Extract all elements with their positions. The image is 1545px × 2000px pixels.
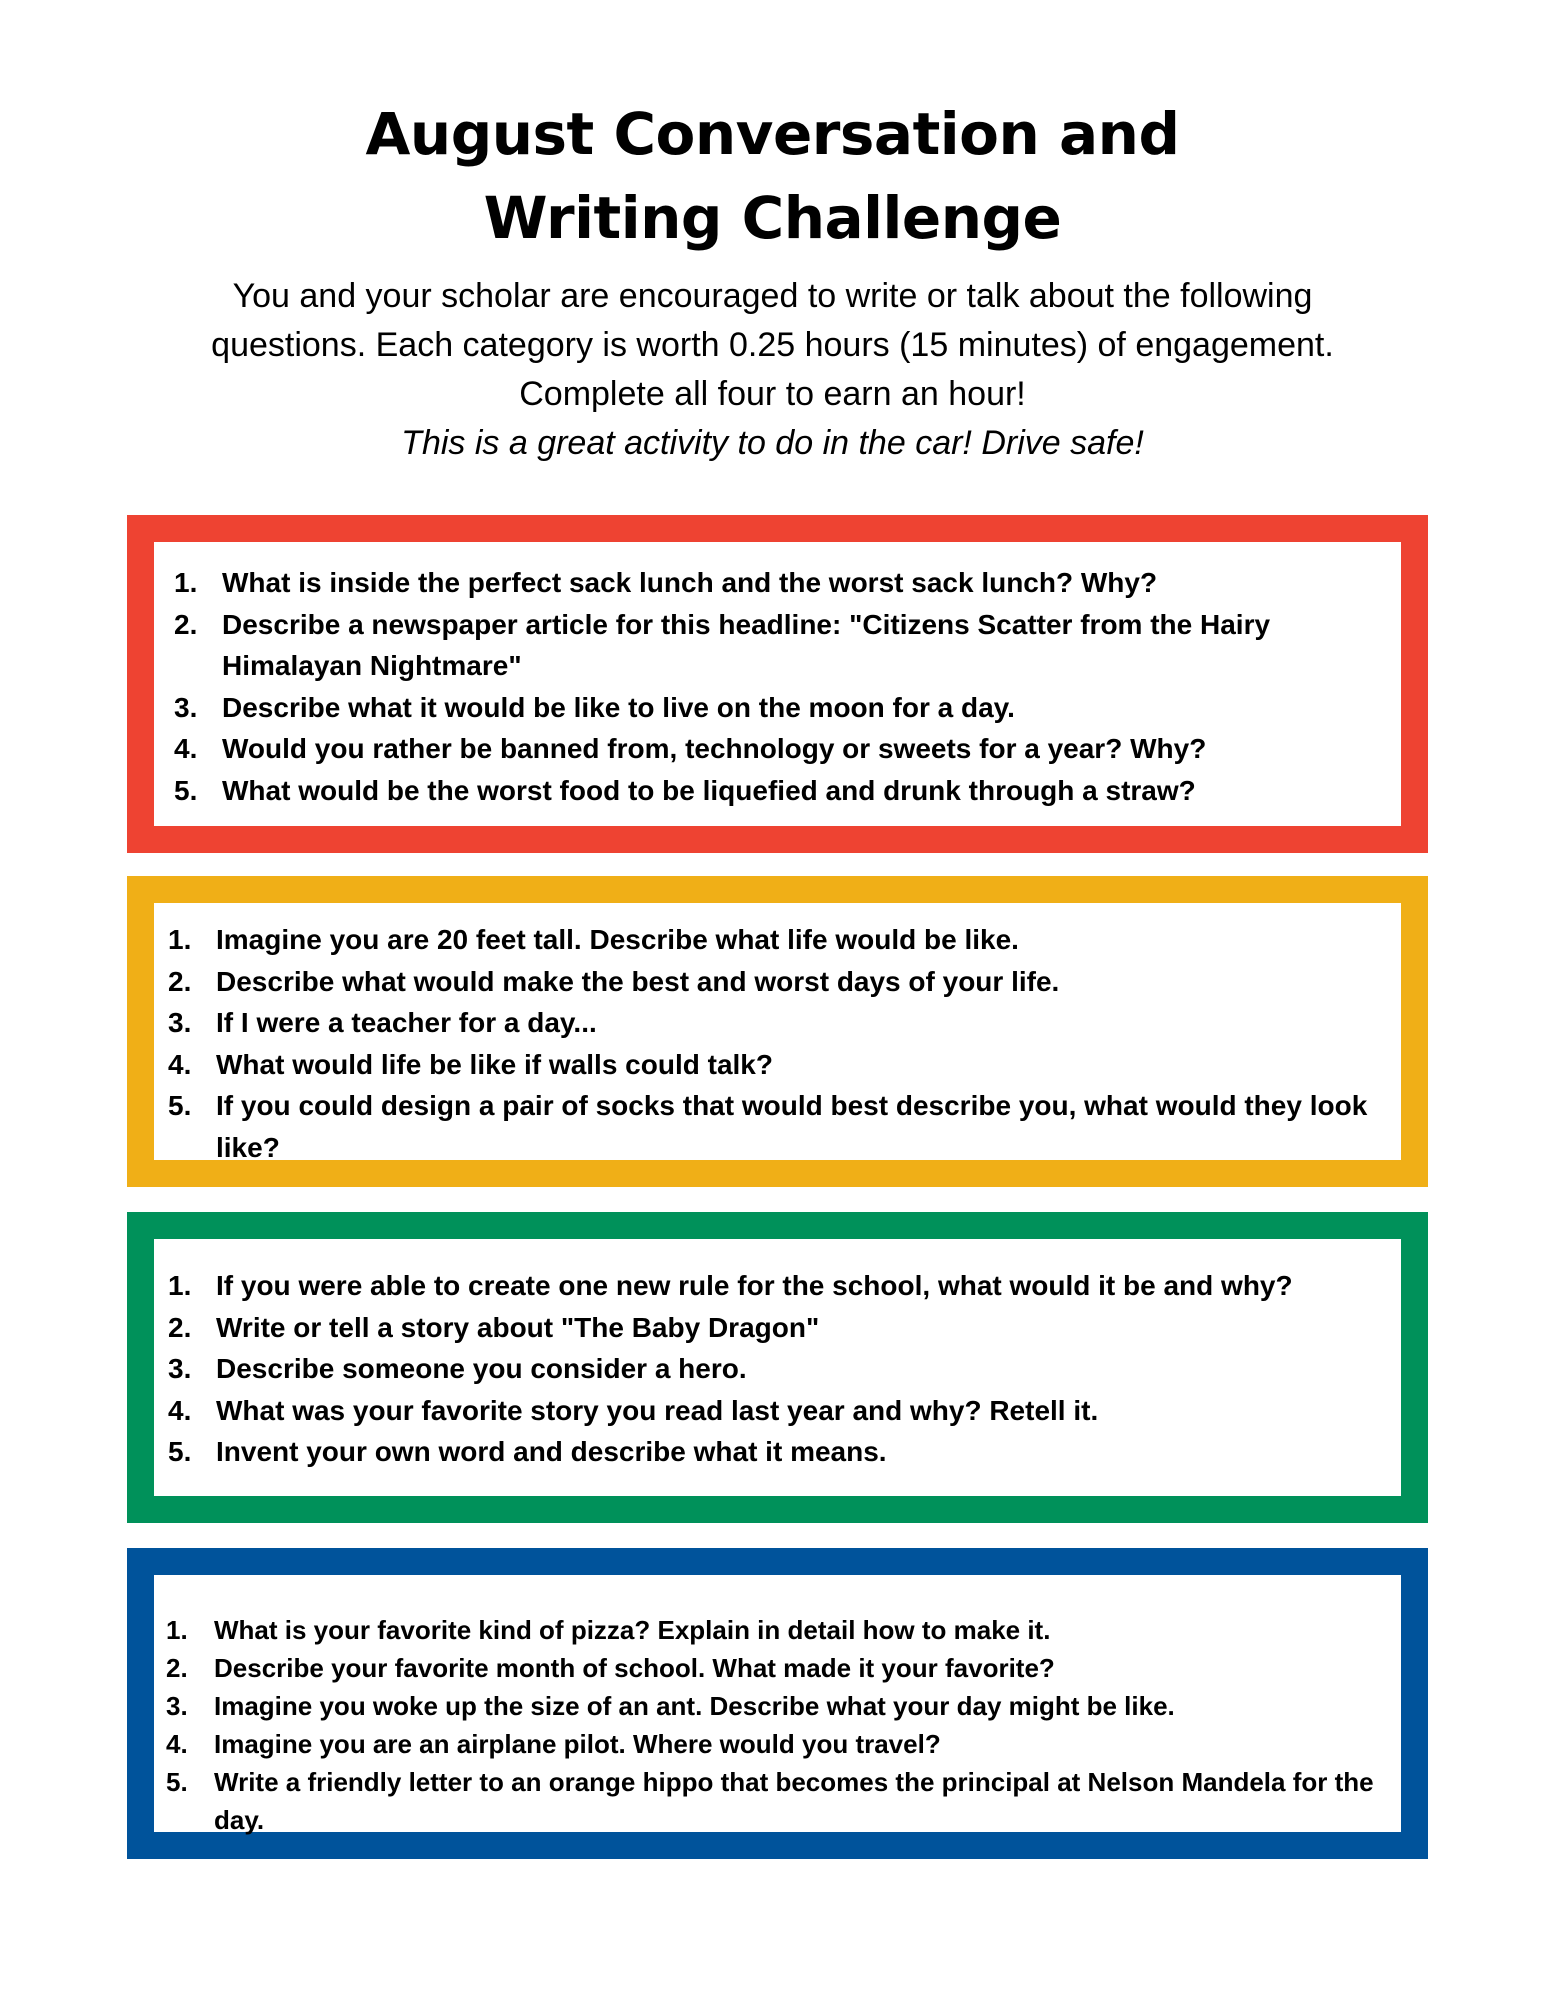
intro-line-1: You and your scholar are encouraged to write or talk about the following xyxy=(232,277,1313,315)
question-list xyxy=(174,562,1391,811)
question-number: 1. xyxy=(168,924,192,955)
question-text: Describe your favorite month of school. What made it your favorite? xyxy=(214,1653,1055,1683)
question-text: What was your favorite story you read last year and why? Retell it. xyxy=(216,1394,1099,1426)
question-item xyxy=(166,1649,1391,1687)
question-number: 4. xyxy=(166,1729,188,1759)
question-item xyxy=(168,919,1391,961)
intro-note: This is a great activity to do in the car! Drive safe! xyxy=(401,424,1144,462)
question-text: Describe someone you consider a hero. xyxy=(216,1353,747,1384)
question-text: Imagine you woke up the size of an ant. Describe what your day might be like. xyxy=(214,1691,1175,1721)
intro-line-2: questions. Each category is worth 0.25 hours (15 minutes) of engagement. xyxy=(211,326,1334,364)
question-item xyxy=(168,1390,1391,1432)
title-line-1: August Conversation and xyxy=(365,100,1180,168)
question-text: If you were able to create one new rule for the school, what would it be and why? xyxy=(216,1270,1293,1301)
question-item xyxy=(168,1265,1391,1307)
category-box-blue xyxy=(127,1548,1428,1859)
question-number: 5. xyxy=(174,774,198,806)
question-number: 1. xyxy=(174,567,198,598)
question-number: 3. xyxy=(168,1007,192,1038)
question-number: 4. xyxy=(168,1048,192,1080)
question-text: Write or tell a story about "The Baby Dragon" xyxy=(216,1311,820,1343)
question-number: 4. xyxy=(174,733,198,764)
question-text: Describe what it would be like to live on the moon for a day. xyxy=(222,691,1015,723)
question-text: What is inside the perfect sack lunch and the worst sack lunch? Why? xyxy=(222,567,1158,598)
category-box-yellow xyxy=(127,876,1428,1187)
question-item xyxy=(168,1431,1391,1473)
question-number: 1. xyxy=(166,1615,188,1645)
question-number: 3. xyxy=(166,1691,188,1721)
question-list xyxy=(168,1265,1391,1473)
question-number: 3. xyxy=(174,691,198,723)
question-text: Imagine you are 20 feet tall. Describe what life would be like. xyxy=(216,924,1019,955)
question-item xyxy=(166,1763,1391,1839)
page-title xyxy=(0,92,1545,260)
category-box-green xyxy=(127,1212,1428,1523)
question-item xyxy=(168,1348,1391,1390)
question-item xyxy=(168,1044,1391,1086)
question-item xyxy=(166,1687,1391,1725)
question-list xyxy=(166,1611,1391,1839)
question-number: 2. xyxy=(166,1653,188,1683)
question-text: If you could design a pair of socks that would best describe you, what would they look like? xyxy=(216,1090,1368,1163)
question-text: If I were a teacher for a day... xyxy=(216,1007,597,1038)
question-text: Describe a newspaper article for this headline: "Citizens Scatter from the Hairy Himalayan Nightmare" xyxy=(222,608,1271,681)
question-item xyxy=(168,961,1391,1003)
question-number: 5. xyxy=(168,1436,192,1467)
question-text: What is your favorite kind of pizza? Explain in detail how to make it. xyxy=(214,1615,1051,1645)
question-number: 4. xyxy=(168,1394,192,1426)
category-box-red xyxy=(127,515,1428,853)
question-item xyxy=(174,687,1391,729)
question-item xyxy=(168,1085,1391,1168)
question-text: Imagine you are an airplane pilot. Where would you travel? xyxy=(214,1729,941,1759)
question-item xyxy=(166,1611,1391,1649)
question-item xyxy=(174,604,1391,687)
question-text: What would life be like if walls could talk? xyxy=(216,1048,773,1080)
question-item xyxy=(168,1002,1391,1044)
question-number: 2. xyxy=(168,1311,192,1343)
question-number: 1. xyxy=(168,1270,192,1301)
question-item xyxy=(168,1307,1391,1349)
question-item xyxy=(174,770,1391,812)
question-text: Describe what would make the best and worst days of your life. xyxy=(216,965,1060,997)
question-number: 3. xyxy=(168,1353,192,1384)
question-number: 2. xyxy=(168,965,192,997)
intro-text xyxy=(0,272,1545,468)
question-list xyxy=(168,919,1391,1168)
question-number: 5. xyxy=(166,1767,188,1797)
question-item xyxy=(166,1725,1391,1763)
question-number: 2. xyxy=(174,608,198,640)
question-text: Invent your own word and describe what it means. xyxy=(216,1436,887,1467)
intro-line-3: Complete all four to earn an hour! xyxy=(519,375,1026,413)
question-item xyxy=(174,562,1391,604)
question-number: 5. xyxy=(168,1090,192,1121)
question-text: What would be the worst food to be liquefied and drunk through a straw? xyxy=(222,774,1196,806)
question-item xyxy=(174,728,1391,770)
question-text: Write a friendly letter to an orange hippo that becomes the principal at Nelson Mandela for the day. xyxy=(214,1767,1374,1835)
title-line-2: Writing Challenge xyxy=(483,184,1062,252)
question-text: Would you rather be banned from, technology or sweets for a year? Why? xyxy=(222,733,1207,764)
